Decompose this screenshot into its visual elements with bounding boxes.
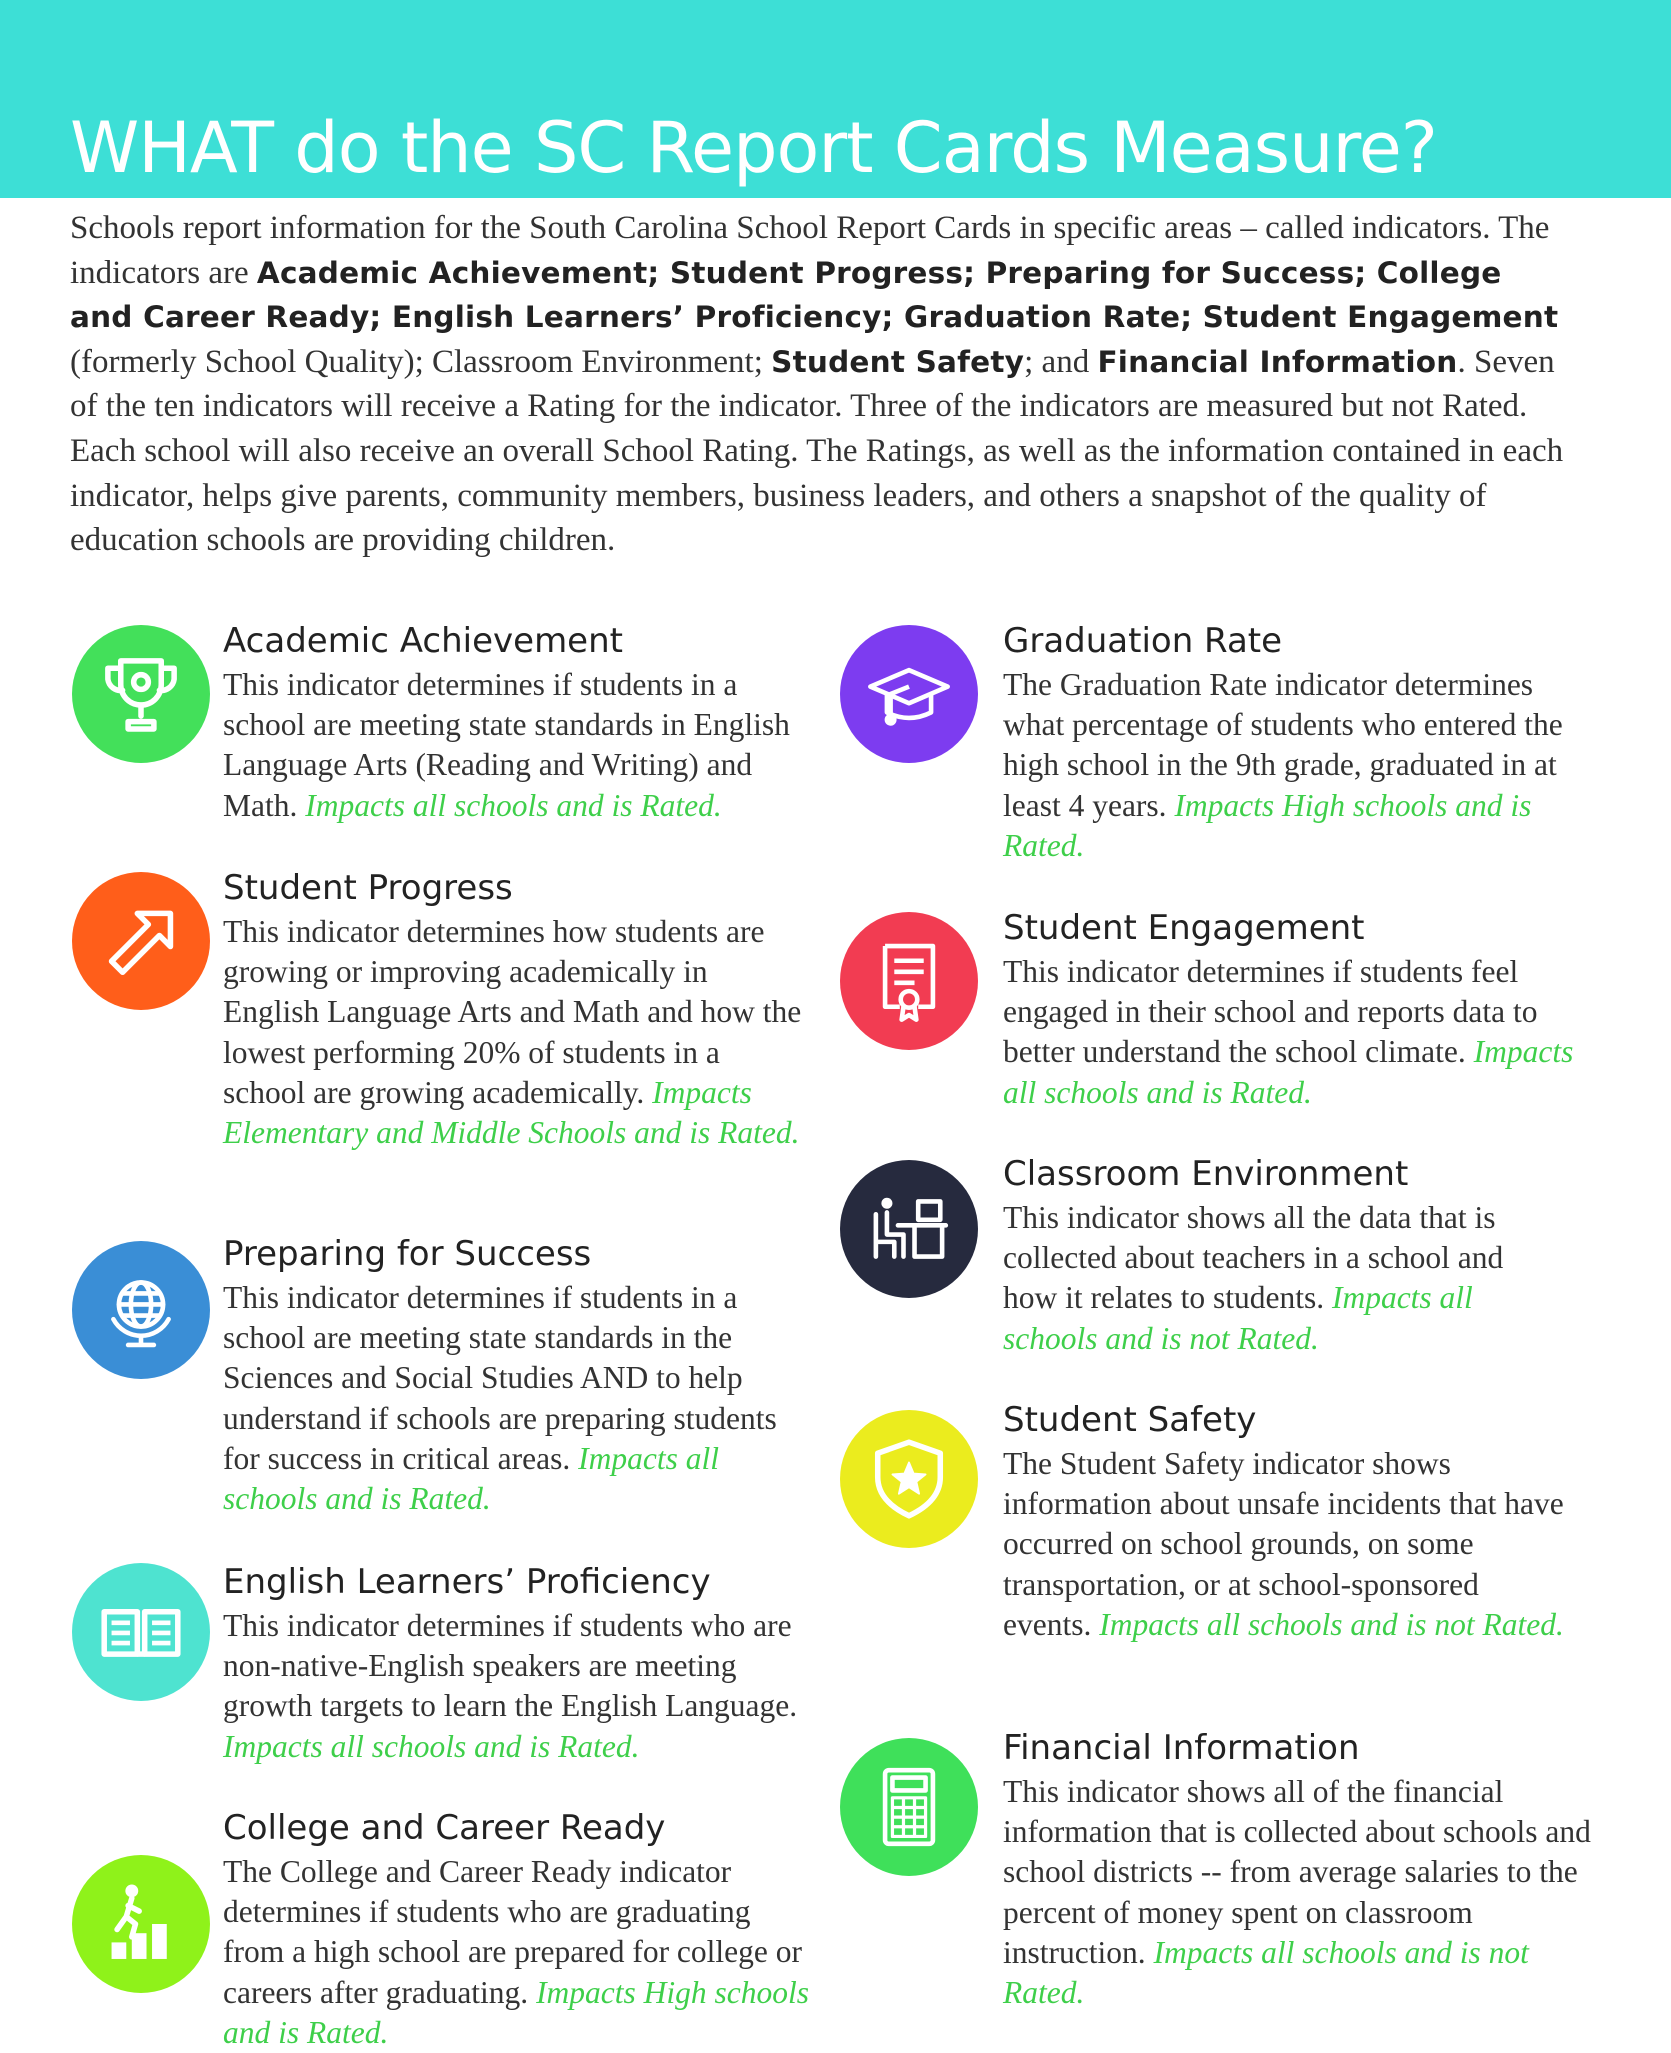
engagement-title: Student Engagement [1003,908,1365,948]
safety-description [1003,1444,1573,1645]
progress-desc-text: This indicator determines how students are growing or improving academically in English Language Arts and Math and how the lowest performing 20% of students in a school are growing academically. [223,914,802,1110]
classroom-description [1003,1198,1563,1359]
progress-title: Student Progress [223,868,513,908]
english-desc-text: This indicator determines if students who are non-native-English speakers are meeting growth targets to learn the English Language. [223,1608,798,1724]
engagement-icon-circle [840,912,978,1050]
financial-icon-circle [840,1738,978,1876]
graduation-icon-circle [840,625,978,763]
preparing-title: Preparing for Success [223,1234,592,1274]
intro-text-1: Schools report information for the South Carolina School Report Cards in specific areas – called indicators. The indicators are [70,210,1550,291]
safety-icon-circle [840,1410,978,1548]
preparing-icon-circle [72,1241,210,1379]
safety-impact: Impacts all schools and is not Rated. [1099,1606,1564,1642]
arrow-up-right-icon [95,895,187,987]
shield-star-icon [863,1433,955,1525]
intro-paragraph [70,206,1570,563]
graduation-title: Graduation Rate [1003,621,1283,661]
classroom-icon-circle [840,1160,978,1298]
student-desk-icon [863,1183,955,1275]
academic-description [223,665,813,826]
academic-title: Academic Achievement [223,621,623,661]
intro-bold-1: Academic Achievement; Student Progress; Preparing for Success; College and Career Ready; English Learners’ Proficiency; Graduation Rate; Student Engagement [70,255,1559,335]
intro-bold-3: Financial Information [1097,344,1458,379]
globe-icon [95,1264,187,1356]
engagement-description [1003,952,1583,1113]
english-impact: Impacts all schools and is Rated. [223,1728,640,1764]
classroom-impact: Impacts all schools and is not Rated. [1003,1280,1473,1356]
preparing-impact: Impacts all schools and is Rated. [223,1440,719,1517]
safety-title: Student Safety [1003,1400,1257,1440]
open-book-icon [95,1586,187,1678]
climbing-stairs-icon [95,1878,187,1970]
engagement-desc-text: This indicator determines if students feel engaged in their school and reports data to better understand the school climate. [1003,954,1538,1070]
classroom-desc-text: This indicator shows all the data that is collected about teachers in a school and how it relates to students. [1003,1200,1504,1316]
classroom-title: Classroom Environment [1003,1154,1409,1194]
academic-icon-circle [72,625,210,763]
graduation-desc-text: The Graduation Rate indicator determines what percentage of students who entered the high school in the 9th grade, graduated in at least 4 years. [1003,667,1563,823]
calculator-icon [863,1761,955,1853]
page-title: WHAT do the SC Report Cards Measure? [70,107,1437,189]
financial-title: Financial Information [1003,1728,1360,1768]
intro-text-4: . Seven of the ten indicators will receive a Rating for the indicator. Three of the indicators are measured but not Rated. Each school will also receive an overall School Rating. The Ratings, as well as the information contained in each indicator, helps give parents, community members, business leaders, and others a snapshot of the quality of education schools are providing children. [70,343,1564,559]
english-title: English Learners’ Proficiency [223,1562,711,1602]
intro-text-2: (formerly School Quality); Classroom Environment; [70,343,772,380]
academic-desc-text: This indicator determines if students in a school are meeting state standards in English Language Arts (Reading and Writing) and Math. [223,667,790,823]
safety-desc-text: The Student Safety indicator shows information about unsafe incidents that have occurred on school grounds, on some transportation, or at school-sponsored events. [1003,1446,1564,1642]
financial-description [1003,1772,1593,2013]
header-banner [0,0,1671,198]
financial-desc-text: This indicator shows all of the financial information that is collected about schools and school districts -- from average salaries to the percent of money spent on classroom instruction. [1003,1774,1591,1970]
college-title: College and Career Ready [223,1808,666,1848]
academic-impact: Impacts all schools and is Rated. [305,787,722,823]
trophy-icon [95,648,187,740]
english-icon-circle [72,1563,210,1701]
college-description [223,1852,813,2053]
financial-impact: Impacts all schools and is not Rated. [1003,1934,1529,2011]
progress-icon-circle [72,872,210,1010]
progress-impact: Impacts Elementary and Middle Schools and is Rated. [223,1074,800,1151]
progress-description [223,912,803,1153]
college-desc-text: The College and Career Ready indicator determines if students who are graduating from a high school are prepared for college or careers after graduating. [223,1854,802,2010]
intro-text-3: ; and [1024,343,1098,380]
intro-bold-2: Student Safety [771,344,1025,379]
graduation-impact: Impacts High schools and is Rated. [1003,787,1532,863]
english-description [223,1606,818,1767]
college-impact: Impacts High schools and is Rated. [223,1974,810,2050]
graduation-cap-icon [863,648,955,740]
certificate-icon [863,935,955,1027]
engagement-impact: Impacts all schools and is Rated. [1003,1034,1574,1110]
preparing-description [223,1278,798,1519]
graduation-description [1003,665,1593,866]
college-icon-circle [72,1855,210,1993]
preparing-desc-text: This indicator determines if students in a school are meeting state standards in the Sciences and Social Studies AND to help understand if schools are preparing students for success in critical areas. [223,1280,777,1476]
